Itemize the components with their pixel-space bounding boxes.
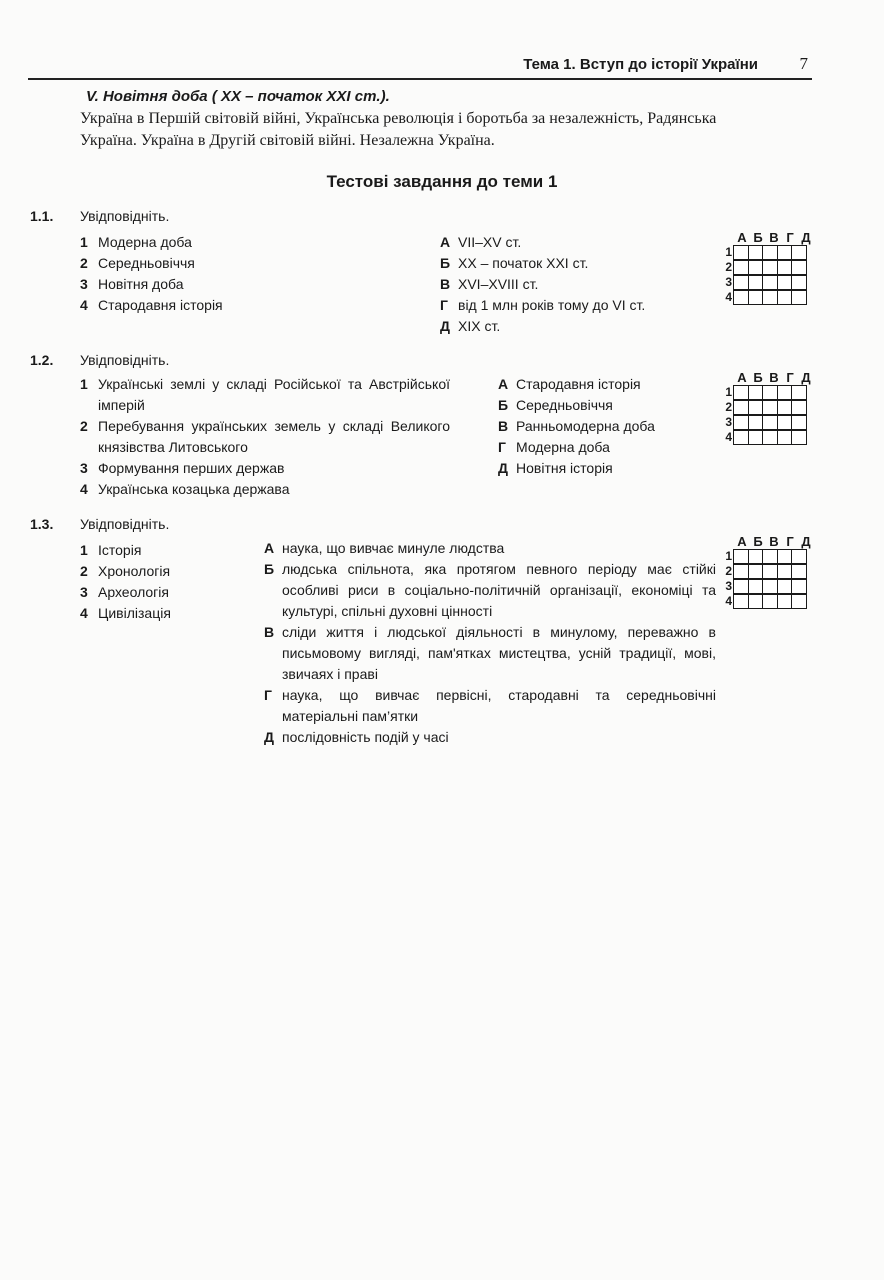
list-item — [264, 685, 716, 727]
task-number: 1.2. — [30, 352, 54, 368]
list-item — [80, 561, 250, 582]
item-text: людська спільнота, яка протягом певного періоду має стійкі особливі риси в соціально-політичній організації, економіці та культурі, спільні духовні цінності — [282, 561, 716, 619]
item-text: XVI–XVIII ст. — [458, 276, 539, 292]
list-item — [264, 622, 716, 685]
grid-column-label: А — [737, 534, 747, 549]
item-text: Середньовіччя — [98, 255, 195, 271]
grid-row-label: 2 — [725, 260, 732, 274]
answer-cell[interactable] — [791, 415, 807, 430]
page-number: 7 — [799, 54, 808, 73]
task-1-right-list — [440, 232, 710, 337]
task-number: 1.3. — [30, 516, 54, 532]
item-text: Стародавня історія — [98, 297, 223, 313]
item-key: Б — [440, 255, 451, 271]
list-item — [440, 253, 710, 274]
item-key: 3 — [80, 460, 88, 476]
item-key: Б — [264, 561, 275, 577]
grid-row-label: 2 — [725, 564, 732, 578]
grid-row-label: 4 — [725, 290, 732, 304]
grid-row — [722, 260, 814, 275]
task-instruction: Увідповідніть. — [80, 516, 170, 532]
item-text: Модерна доба — [98, 234, 192, 250]
item-text: Цивілізація — [98, 605, 171, 621]
grid-row — [722, 290, 814, 305]
grid-column-label: Б — [753, 534, 763, 549]
item-text: XIX ст. — [458, 318, 501, 334]
list-item — [264, 538, 716, 559]
list-item — [498, 458, 718, 479]
grid-column-label: Б — [753, 370, 763, 385]
item-key: 2 — [80, 418, 88, 434]
item-key: 2 — [80, 255, 88, 271]
answer-grid — [722, 372, 814, 445]
grid-column-label: Д — [801, 534, 811, 549]
item-text: Історія — [98, 542, 142, 558]
item-text: послідовність подій у часі — [282, 729, 449, 745]
item-key: 4 — [80, 605, 88, 621]
task-1-left-list — [80, 232, 410, 316]
item-key: 3 — [80, 276, 88, 292]
item-key: 4 — [80, 481, 88, 497]
list-item — [80, 479, 450, 500]
list-item — [80, 295, 410, 316]
list-item — [440, 232, 710, 253]
item-key: 2 — [80, 563, 88, 579]
grid-column-label: Г — [786, 230, 794, 245]
grid-row-label: 3 — [725, 415, 732, 429]
task-number: 1.1. — [30, 208, 54, 224]
item-key: Д — [264, 729, 274, 745]
task-instruction: Увідповідніть. — [80, 208, 170, 224]
item-text: Археологія — [98, 584, 169, 600]
answer-cell[interactable] — [791, 385, 807, 400]
item-text: Модерна доба — [516, 439, 610, 455]
list-item — [498, 374, 718, 395]
item-key: 4 — [80, 297, 88, 313]
item-text: сліди життя і людської діяльності в минулому, переважно в письмовому вигляді, пам'ятках мистецтва, усній традиції, мові, звичаях і праві — [282, 624, 716, 682]
answer-cell[interactable] — [791, 400, 807, 415]
item-text: від 1 млн років тому до VI ст. — [458, 297, 646, 313]
grid-column-label: В — [769, 534, 779, 549]
grid-row-label: 1 — [725, 549, 732, 563]
item-key: Г — [264, 687, 272, 703]
list-item — [80, 540, 250, 561]
list-item — [80, 253, 410, 274]
item-key: Г — [440, 297, 448, 313]
item-key: А — [264, 540, 275, 556]
grid-row — [722, 579, 814, 594]
section-title: Тестові завдання до теми 1 — [326, 172, 558, 191]
item-text: Перебування українських земель у складі Великого князівства Литовського — [98, 418, 450, 455]
item-text: Українські землі у складі Російської та Австрійської імперій — [98, 376, 450, 413]
period-text: Україна в Першій світовій війні, Українська революція і боротьба за незалежність, Радянська Україна. Україна в Другій світовій війні. Незалежна Україна. — [80, 110, 717, 149]
item-key: 1 — [80, 234, 88, 250]
grid-row-label: 1 — [725, 385, 732, 399]
list-item — [264, 727, 716, 748]
item-text: Формування перших держав — [98, 460, 285, 476]
item-key: 1 — [80, 542, 88, 558]
list-item — [440, 316, 710, 337]
list-item — [264, 559, 716, 622]
item-key: А — [498, 376, 509, 392]
grid-column-label: Д — [801, 230, 811, 245]
list-item — [440, 295, 710, 316]
item-text: VII–XV ст. — [458, 234, 522, 250]
answer-cell[interactable] — [791, 245, 807, 260]
period-heading: V. Новітня доба ( XX – початок XXI cm.). — [86, 88, 390, 105]
answer-cell[interactable] — [791, 430, 807, 445]
item-key: В — [498, 418, 509, 434]
grid-row — [722, 594, 814, 609]
answer-cell[interactable] — [791, 594, 807, 609]
answer-cell[interactable] — [791, 564, 807, 579]
running-header — [28, 52, 812, 80]
item-key: 1 — [80, 376, 88, 392]
grid-row — [722, 400, 814, 415]
list-item — [80, 374, 450, 416]
grid-row — [722, 275, 814, 290]
grid-column-label: В — [769, 230, 779, 245]
item-key: В — [440, 276, 451, 292]
item-key: 3 — [80, 584, 88, 600]
grid-column-label: Г — [786, 534, 794, 549]
grid-column-label: Д — [801, 370, 811, 385]
answer-cell[interactable] — [791, 549, 807, 564]
grid-row — [722, 564, 814, 579]
grid-row-label: 3 — [725, 579, 732, 593]
item-key: Д — [498, 460, 508, 476]
task-2-right-list — [498, 374, 718, 479]
grid-row — [722, 245, 814, 260]
item-key: В — [264, 624, 275, 640]
grid-column-label: Г — [786, 370, 794, 385]
list-item — [80, 232, 410, 253]
grid-column-label: В — [769, 370, 779, 385]
grid-row — [722, 415, 814, 430]
item-text: Новітня доба — [98, 276, 184, 292]
header-title: Тема 1. Вступ до історії України — [523, 56, 758, 73]
grid-column-label: Б — [753, 230, 763, 245]
grid-column-label: А — [737, 230, 747, 245]
item-text: наука, що вивчає первісні, стародавні та середньовічні матеріальні пам’ятки — [282, 687, 716, 724]
item-key: А — [440, 234, 451, 250]
task-instruction: Увідповідніть. — [80, 352, 170, 368]
item-text: Стародавня історія — [516, 376, 641, 392]
grid-row — [722, 430, 814, 445]
list-item — [80, 458, 450, 479]
item-text: Ранньомодерна доба — [516, 418, 655, 434]
item-text: наука, що вивчає минуле людства — [282, 540, 505, 556]
grid-row-label: 1 — [725, 245, 732, 259]
task-3-left-list — [80, 540, 250, 624]
grid-row-label: 4 — [725, 594, 732, 608]
answer-grid — [722, 536, 814, 609]
list-item — [498, 437, 718, 458]
grid-row-label: 4 — [725, 430, 732, 444]
item-text: Новітня історія — [516, 460, 613, 476]
task-3-right-list — [264, 538, 716, 748]
grid-row-label: 2 — [725, 400, 732, 414]
item-text: Українська козацька держава — [98, 481, 290, 497]
list-item — [80, 603, 250, 624]
grid-column-headers — [734, 372, 814, 385]
grid-row — [722, 385, 814, 400]
grid-row-label: 3 — [725, 275, 732, 289]
list-item — [440, 274, 710, 295]
grid-column-headers — [734, 536, 814, 549]
answer-cell[interactable] — [791, 290, 807, 305]
item-text: Середньовіччя — [516, 397, 613, 413]
grid-column-headers — [734, 232, 814, 245]
list-item — [80, 274, 410, 295]
grid-column-label: А — [737, 370, 747, 385]
answer-cell[interactable] — [791, 579, 807, 594]
task-2-left-list — [80, 374, 450, 500]
item-key: Б — [498, 397, 509, 413]
item-key: Г — [498, 439, 506, 455]
answer-cell[interactable] — [791, 275, 807, 290]
answer-grid — [722, 232, 814, 305]
answer-cell[interactable] — [791, 260, 807, 275]
item-text: Хронологія — [98, 563, 171, 579]
list-item — [498, 416, 718, 437]
item-text: XX – початок XXI ст. — [458, 255, 589, 271]
list-item — [498, 395, 718, 416]
list-item — [80, 416, 450, 458]
list-item — [80, 582, 250, 603]
grid-row — [722, 549, 814, 564]
item-key: Д — [440, 318, 450, 334]
